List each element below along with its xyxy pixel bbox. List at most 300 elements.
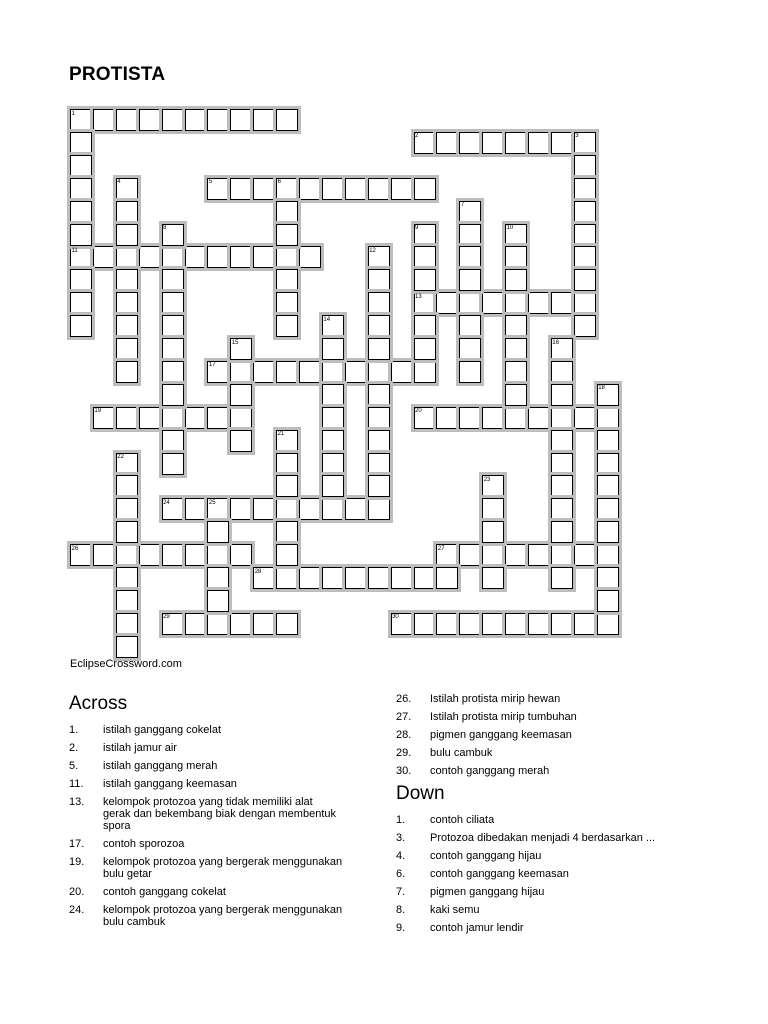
crossword-cell[interactable] [139, 246, 161, 268]
crossword-cell[interactable] [230, 361, 252, 383]
crossword-cell[interactable] [505, 246, 527, 268]
crossword-cell[interactable] [276, 178, 298, 200]
crossword-cell[interactable] [185, 498, 207, 520]
crossword-cell[interactable] [368, 246, 390, 268]
crossword-cell[interactable] [345, 178, 367, 200]
crossword-cell[interactable] [574, 246, 596, 268]
crossword-cell[interactable] [230, 613, 252, 635]
clue-item [396, 729, 670, 741]
crossword-cell[interactable] [551, 453, 573, 475]
crossword-cell[interactable] [276, 315, 298, 337]
crossword-cell[interactable] [230, 407, 252, 429]
crossword-cell[interactable] [162, 338, 184, 360]
crossword-cell[interactable] [574, 613, 596, 635]
crossword-cell[interactable] [459, 224, 481, 246]
crossword-cell[interactable] [70, 246, 92, 268]
crossword-cell[interactable] [276, 201, 298, 223]
cell-number: 8 [163, 225, 167, 231]
crossword-cell[interactable] [482, 475, 504, 497]
cell-number: 4 [117, 179, 121, 186]
crossword-cell[interactable] [162, 109, 184, 131]
clue-number: 8. [396, 904, 406, 916]
crossword-cell[interactable] [459, 407, 481, 429]
crossword-cell[interactable] [436, 132, 458, 154]
clue-item [396, 814, 670, 826]
crossword-cell[interactable] [574, 407, 596, 429]
crossword-cell[interactable] [116, 407, 138, 429]
clue-text: kelompok protozoa yang bergerak menggunakan bulu getar [103, 856, 343, 880]
crossword-cell[interactable] [185, 407, 207, 429]
crossword-cell[interactable] [597, 453, 619, 475]
crossword-cell[interactable] [528, 292, 550, 314]
crossword-cell[interactable] [597, 521, 619, 543]
crossword-cell[interactable] [528, 407, 550, 429]
crossword-cell[interactable] [116, 178, 138, 200]
crossword-cell[interactable] [574, 201, 596, 223]
crossword-cell[interactable] [207, 178, 229, 200]
crossword-cell[interactable] [116, 453, 138, 475]
crossword-cell[interactable] [482, 292, 504, 314]
crossword-cell[interactable] [162, 498, 184, 520]
crossword-cell[interactable] [368, 567, 390, 589]
clue-number: 13. [69, 796, 85, 808]
crossword-cell[interactable] [70, 155, 92, 177]
crossword-cell[interactable] [459, 361, 481, 383]
crossword-cell[interactable] [368, 430, 390, 452]
clue-text: contoh jamur lendir [430, 922, 524, 934]
crossword-cell[interactable] [459, 544, 481, 566]
clue-item [69, 838, 343, 850]
crossword-cell[interactable] [551, 384, 573, 406]
crossword-cell[interactable] [139, 544, 161, 566]
crossword-cell[interactable] [459, 292, 481, 314]
clue-item [396, 765, 670, 777]
crossword-cell[interactable] [322, 567, 344, 589]
crossword-cell[interactable] [93, 109, 115, 131]
crossword-cell[interactable] [253, 361, 275, 383]
crossword-cell[interactable] [253, 109, 275, 131]
crossword-cell[interactable] [322, 407, 344, 429]
crossword-cell[interactable] [414, 315, 436, 337]
clue-number: 30. [396, 765, 412, 777]
cell-number: 23 [483, 476, 491, 483]
crossword-cell[interactable] [207, 567, 229, 589]
clue-item [69, 796, 343, 832]
clue-number: 27. [396, 711, 412, 723]
crossword-cell[interactable] [528, 613, 550, 635]
cell-number: 20 [415, 408, 422, 415]
crossword-cell[interactable] [322, 315, 344, 337]
clue-number: 9. [396, 922, 406, 934]
crossword-cell[interactable] [162, 269, 184, 291]
crossword-cell[interactable] [551, 567, 573, 589]
clue-item [69, 778, 343, 790]
crossword-cell[interactable] [322, 178, 344, 200]
crossword-cell[interactable] [207, 361, 229, 383]
crossword-cell[interactable] [436, 613, 458, 635]
crossword-cell[interactable] [551, 338, 573, 360]
crossword-cell[interactable] [185, 544, 207, 566]
crossword-cell[interactable] [574, 269, 596, 291]
crossword-cell[interactable] [70, 292, 92, 314]
crossword-cell[interactable] [322, 361, 344, 383]
crossword-cell[interactable] [116, 475, 138, 497]
crossword-cell[interactable] [551, 430, 573, 452]
crossword-cell[interactable] [551, 361, 573, 383]
crossword-cell[interactable] [162, 453, 184, 475]
crossword-cell[interactable] [574, 178, 596, 200]
crossword-cell[interactable] [459, 246, 481, 268]
crossword-cell[interactable] [276, 224, 298, 246]
crossword-cell[interactable] [162, 613, 184, 635]
crossword-cell[interactable] [253, 246, 275, 268]
clue-number: 3. [396, 832, 406, 844]
crossword-cell[interactable] [459, 338, 481, 360]
crossword-cell[interactable] [299, 498, 321, 520]
clue-item [69, 724, 343, 736]
crossword-cell[interactable] [276, 361, 298, 383]
crossword-cell[interactable] [436, 292, 458, 314]
crossword-cell[interactable] [597, 407, 619, 429]
crossword-cell[interactable] [276, 613, 298, 635]
crossword-cell[interactable] [597, 567, 619, 589]
crossword-cell[interactable] [276, 292, 298, 314]
crossword-cell[interactable] [368, 315, 390, 337]
crossword-cell[interactable] [368, 384, 390, 406]
clue-text: contoh ganggang keemasan [430, 868, 569, 880]
cell-number: 11 [71, 247, 78, 254]
crossword-cell[interactable] [528, 544, 550, 566]
crossword-cell[interactable] [574, 155, 596, 177]
crossword-cell[interactable] [276, 475, 298, 497]
crossword-cell[interactable] [207, 498, 229, 520]
crossword-cell[interactable] [551, 498, 573, 520]
crossword-cell[interactable] [253, 178, 275, 200]
crossword-cell[interactable] [505, 544, 527, 566]
crossword-cell[interactable] [322, 338, 344, 360]
crossword-cell[interactable] [482, 544, 504, 566]
clue-text: contoh sporozoa [103, 838, 185, 850]
page-title: PROTISTA [69, 64, 166, 85]
clue-number: 17. [69, 838, 85, 850]
crossword-cell[interactable] [505, 613, 527, 635]
crossword-cell[interactable] [505, 407, 527, 429]
crossword-cell[interactable] [574, 544, 596, 566]
crossword-cell[interactable] [299, 246, 321, 268]
crossword-cell[interactable] [391, 613, 413, 635]
crossword-cell[interactable] [368, 475, 390, 497]
crossword-cell[interactable] [162, 430, 184, 452]
clue-number: 26. [396, 693, 412, 705]
clue-item [69, 886, 343, 898]
crossword-cell[interactable] [276, 498, 298, 520]
cell-number: 21 [277, 431, 285, 438]
clue-number: 29. [396, 747, 412, 759]
crossword-cell[interactable] [368, 269, 390, 291]
crossword-cell[interactable] [391, 361, 413, 383]
clue-number: 1. [396, 814, 406, 826]
crossword-cell[interactable] [597, 475, 619, 497]
crossword-cell[interactable] [482, 132, 504, 154]
crossword-cell[interactable] [230, 384, 252, 406]
crossword-cell[interactable] [482, 407, 504, 429]
crossword-cell[interactable] [162, 292, 184, 314]
crossword-cell[interactable] [551, 613, 573, 635]
crossword-cell[interactable] [139, 407, 161, 429]
crossword-cell[interactable] [230, 178, 252, 200]
across-clue-list [69, 724, 343, 928]
crossword-cell[interactable] [276, 567, 298, 589]
cell-number: 30 [392, 614, 399, 621]
crossword-cell[interactable] [551, 544, 573, 566]
crossword-cell[interactable] [482, 498, 504, 520]
crossword-cell[interactable] [207, 590, 229, 612]
crossword-cell[interactable] [414, 246, 436, 268]
clue-text: kelompok protozoa yang bergerak menggunakan bulu cambuk [103, 904, 343, 928]
cell-number: 19 [94, 408, 102, 415]
crossword-cell[interactable] [414, 361, 436, 383]
crossword-cell[interactable] [116, 613, 138, 635]
crossword-cell[interactable] [368, 407, 390, 429]
crossword-cell[interactable] [551, 407, 573, 429]
crossword-cell[interactable] [230, 246, 252, 268]
crossword-cell[interactable] [551, 132, 573, 154]
crossword-cell[interactable] [368, 178, 390, 200]
clue-item [396, 747, 670, 759]
cell-number: 24 [163, 499, 170, 506]
crossword-cell[interactable] [276, 269, 298, 291]
crossword-cell[interactable] [116, 269, 138, 291]
crossword-cell[interactable] [70, 178, 92, 200]
cell-number: 29 [163, 614, 170, 621]
crossword-cell[interactable] [162, 407, 184, 429]
crossword-cell[interactable] [574, 315, 596, 337]
cell-number: 22 [117, 454, 124, 460]
crossword-cell[interactable] [597, 498, 619, 520]
crossword-cell[interactable] [368, 292, 390, 314]
crossword-cell[interactable] [230, 544, 252, 566]
crossword-cell[interactable] [276, 544, 298, 566]
crossword-cell[interactable] [116, 246, 138, 268]
crossword-cell[interactable] [207, 521, 229, 543]
crossword-cell[interactable] [414, 613, 436, 635]
clue-text: contoh ciliata [430, 814, 495, 826]
crossword-cell[interactable] [505, 384, 527, 406]
crossword-cell[interactable] [505, 292, 527, 314]
crossword-cell[interactable] [597, 430, 619, 452]
crossword-cell[interactable] [414, 567, 436, 589]
crossword-cell[interactable] [70, 224, 92, 246]
crossword-cell[interactable] [207, 109, 229, 131]
crossword-cell[interactable] [528, 132, 550, 154]
crossword-cell[interactable] [116, 292, 138, 314]
crossword-cell[interactable] [93, 246, 115, 268]
crossword-cell[interactable] [345, 498, 367, 520]
clue-text: pigmen ganggang keemasan [430, 729, 572, 741]
clue-text: contoh ganggang merah [430, 765, 550, 777]
crossword-cell[interactable] [597, 590, 619, 612]
crossword-cell[interactable] [322, 384, 344, 406]
crossword-cell[interactable] [459, 315, 481, 337]
crossword-cell[interactable] [368, 361, 390, 383]
crossword-cell[interactable] [414, 269, 436, 291]
crossword-cell[interactable] [70, 132, 92, 154]
crossword-cell[interactable] [482, 521, 504, 543]
crossword-cell[interactable] [207, 613, 229, 635]
crossword-cell[interactable] [414, 132, 436, 154]
crossword-cell[interactable] [574, 224, 596, 246]
crossword-cell[interactable] [505, 224, 527, 246]
crossword-cell[interactable] [70, 109, 92, 131]
clue-text: istilah ganggang merah [103, 760, 218, 772]
crossword-cell[interactable] [597, 384, 619, 406]
crossword-cell[interactable] [299, 361, 321, 383]
crossword-cell[interactable] [116, 590, 138, 612]
crossword-cell[interactable] [116, 544, 138, 566]
cell-number: 17 [208, 362, 216, 369]
right-clues-column [396, 693, 670, 940]
crossword-cell[interactable] [459, 269, 481, 291]
crossword-cell[interactable] [368, 453, 390, 475]
crossword-cell[interactable] [207, 246, 229, 268]
crossword-cell[interactable] [597, 613, 619, 635]
clue-item [396, 693, 670, 705]
crossword-cell[interactable] [139, 109, 161, 131]
crossword-cell[interactable] [505, 361, 527, 383]
crossword-cell[interactable] [459, 201, 481, 223]
crossword-cell[interactable] [162, 246, 184, 268]
crossword-cell[interactable] [551, 475, 573, 497]
crossword-cell[interactable] [230, 338, 252, 360]
crossword-cell[interactable] [345, 361, 367, 383]
crossword-cell[interactable] [574, 292, 596, 314]
crossword-cell[interactable] [505, 338, 527, 360]
crossword-cell[interactable] [505, 269, 527, 291]
crossword-cell[interactable] [459, 132, 481, 154]
crossword-cell[interactable] [116, 109, 138, 131]
cell-number: 15 [231, 339, 239, 346]
crossword-cell[interactable] [574, 132, 596, 154]
crossword-cell[interactable] [116, 521, 138, 543]
crossword-cell[interactable] [185, 246, 207, 268]
crossword-cell[interactable] [551, 292, 573, 314]
crossword-cell[interactable] [276, 453, 298, 475]
crossword-cell[interactable] [230, 430, 252, 452]
crossword-cell[interactable] [162, 384, 184, 406]
crossword-cell[interactable] [368, 498, 390, 520]
crossword-cell[interactable] [70, 544, 92, 566]
crossword-cell[interactable] [322, 430, 344, 452]
crossword-cell[interactable] [436, 407, 458, 429]
crossword-cell[interactable] [551, 521, 573, 543]
crossword-cell[interactable] [414, 224, 436, 246]
clue-text: bulu cambuk [430, 747, 493, 759]
clue-item [396, 850, 670, 862]
crossword-cell[interactable] [162, 315, 184, 337]
crossword-cell[interactable] [345, 567, 367, 589]
crossword-cell[interactable] [276, 109, 298, 131]
crossword-cell[interactable] [70, 201, 92, 223]
crossword-cell[interactable] [116, 201, 138, 223]
crossword-cell[interactable] [230, 109, 252, 131]
crossword-cell[interactable] [207, 407, 229, 429]
crossword-cell[interactable] [70, 269, 92, 291]
crossword-cell[interactable] [436, 544, 458, 566]
crossword-cell[interactable] [322, 475, 344, 497]
footer-credit: EclipseCrossword.com [70, 658, 182, 670]
clue-number: 4. [396, 850, 406, 862]
crossword-cell[interactable] [253, 613, 275, 635]
crossword-cell[interactable] [116, 224, 138, 246]
crossword-cell[interactable] [322, 453, 344, 475]
crossword-cell[interactable] [414, 178, 436, 200]
crossword-cell[interactable] [368, 338, 390, 360]
cell-number: 28 [254, 568, 262, 575]
crossword-cell[interactable] [116, 361, 138, 383]
cell-number: 3 [575, 133, 579, 140]
crossword-cell[interactable] [391, 178, 413, 200]
crossword-cell[interactable] [185, 109, 207, 131]
clue-text: istilah jamur air [103, 742, 177, 754]
crossword-cell[interactable] [70, 315, 92, 337]
clue-item [396, 832, 670, 844]
crossword-cell[interactable] [207, 544, 229, 566]
crossword-cell[interactable] [436, 567, 458, 589]
crossword-cell[interactable] [116, 498, 138, 520]
cell-number: 5 [208, 179, 213, 186]
crossword-cell[interactable] [299, 178, 321, 200]
crossword-cell[interactable] [162, 544, 184, 566]
crossword-cell[interactable] [414, 338, 436, 360]
crossword-cell[interactable] [482, 613, 504, 635]
crossword-cell[interactable] [253, 498, 275, 520]
crossword-cell[interactable] [276, 521, 298, 543]
crossword-cell[interactable] [597, 544, 619, 566]
clue-item [396, 904, 670, 916]
clue-number: 28. [396, 729, 412, 741]
crossword-cell[interactable] [414, 292, 436, 314]
crossword-cell[interactable] [276, 246, 298, 268]
crossword-cell[interactable] [162, 361, 184, 383]
crossword-cell[interactable] [276, 430, 298, 452]
clue-text: Protozoa dibedakan menjadi 4 berdasarkan ... [430, 832, 656, 844]
crossword-cell[interactable] [116, 338, 138, 360]
crossword-cell[interactable] [116, 567, 138, 589]
crossword-cell[interactable] [116, 315, 138, 337]
crossword-cell[interactable] [482, 567, 504, 589]
clue-text: contoh ganggang hijau [430, 850, 542, 862]
crossword-cell[interactable] [391, 567, 413, 589]
clue-number: 5. [69, 760, 79, 772]
crossword-cell[interactable] [505, 315, 527, 337]
crossword-cell[interactable] [185, 613, 207, 635]
clue-text: Istilah protista mirip hewan [430, 693, 561, 705]
crossword-cell[interactable] [230, 498, 252, 520]
crossword-cell[interactable] [414, 407, 436, 429]
crossword-cell[interactable] [116, 636, 138, 658]
crossword-cell[interactable] [505, 132, 527, 154]
crossword-cell[interactable] [162, 224, 184, 246]
crossword-cell[interactable] [253, 567, 275, 589]
crossword-cell[interactable] [93, 407, 115, 429]
crossword-cell[interactable] [299, 567, 321, 589]
clue-number: 2. [69, 742, 79, 754]
crossword-cell[interactable] [93, 544, 115, 566]
across-clues-column [69, 693, 343, 934]
crossword-cell[interactable] [322, 498, 344, 520]
crossword-cell[interactable] [459, 613, 481, 635]
across-heading: Across [69, 693, 128, 714]
